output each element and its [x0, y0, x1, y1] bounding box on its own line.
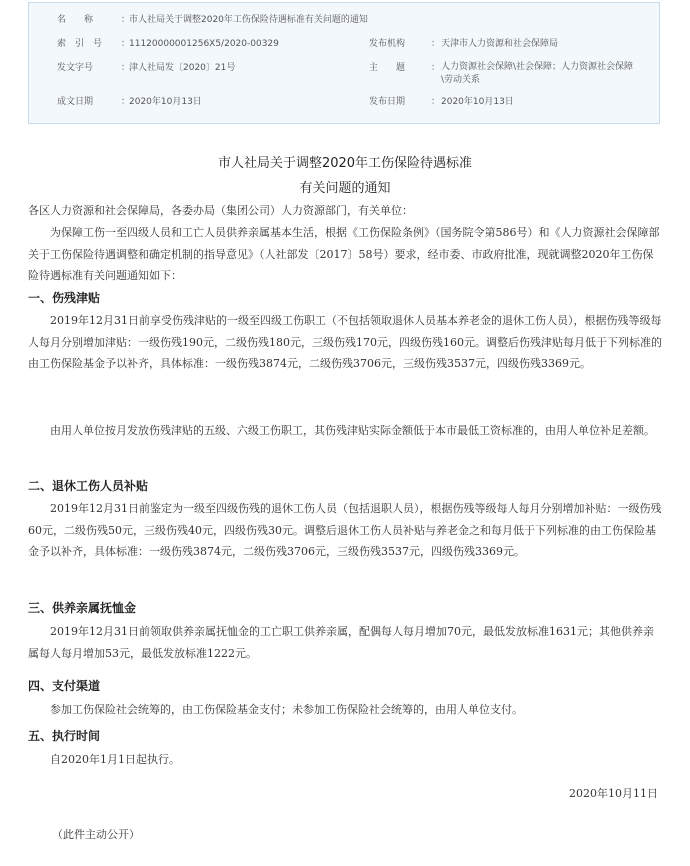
section-5-paragraph-1: 自2020年1月1日起执行。 — [50, 753, 180, 766]
meta-row-index — [29, 35, 659, 53]
document-metadata-box — [28, 2, 660, 124]
meta-value-docnumber: 津人社局发〔2020〕21号 — [129, 63, 236, 73]
meta-colon: ： — [431, 63, 441, 73]
issue-date: 2020年10月11日 — [569, 787, 658, 800]
meta-value-index: 11120000001256X5/2020-00329 — [129, 39, 279, 49]
meta-label: 发布日期 — [369, 97, 406, 107]
section-heading-5: 五、执行时间 — [28, 729, 101, 743]
meta-label: 索 引 号 — [57, 39, 103, 49]
meta-value-publisher: 天津市人力资源和社会保障局 — [441, 39, 559, 49]
document-title-line2: 有关问题的通知 — [299, 181, 391, 196]
meta-colon: ： — [121, 15, 131, 25]
section-heading-2: 二、退休工伤人员补贴 — [28, 479, 149, 493]
meta-colon: ： — [121, 63, 131, 73]
meta-label: 发布机构 — [369, 39, 406, 49]
document-title-line1: 市人社局关于调整2020年工伤保险待遇标准 — [217, 156, 473, 171]
meta-colon: ： — [121, 39, 131, 49]
meta-label: 发文字号 — [57, 63, 94, 73]
section-1-paragraph-1: 2019年12月31日前享受伤残津贴的一级至四级工伤职工（不包括领取退休人员基本养老金的退休工伤人员），根据伤残等级每人每月分别增加津贴：一级伤残190元，二级伤残180元，三级伤残170元，四级伤残160元。调整后伤残津贴每月低于下列标准的由工伤保险基金予以补齐，具体标准：一级伤残3874元，二级伤残3706元，三级伤残3537元，四级伤残3369元。 — [28, 314, 662, 370]
section-2-paragraph-1: 2019年12月31日前鉴定为一级至四级伤残的退休工伤人员（包括退职人员），根据伤残等级每人每月分别增加补贴：一级伤残60元，二级伤残50元，三级伤残40元，四级伤残30元。调整后退休工伤人员补贴与养老金之和每月低于下列标准的由工伤保险基金予以补齐，具体标准：一级伤残3874元，二级伤残3706元，三级伤残3537元，四级伤残3369元。 — [28, 502, 662, 558]
meta-value-title: 市人社局关于调整2020年工伤保险待遇标准有关问题的通知 — [129, 15, 368, 25]
meta-value-written-date: 2020年10月13日 — [129, 97, 202, 107]
public-release-note: （此件主动公开） — [52, 828, 140, 841]
section-heading-1: 一、伤残津贴 — [28, 291, 101, 305]
meta-colon: ： — [431, 97, 441, 107]
section-4-paragraph-1: 参加工伤保险社会统筹的，由工伤保险基金支付；未参加工伤保险社会统筹的，由用人单位支付。 — [50, 703, 523, 716]
meta-label: 主 题 — [369, 63, 406, 73]
meta-label: 成文日期 — [57, 97, 94, 107]
meta-row-docnumber — [29, 59, 659, 85]
meta-label: 名 称 — [57, 15, 94, 25]
meta-colon: ： — [121, 97, 131, 107]
meta-row-name — [29, 11, 659, 29]
section-1-paragraph-2: 由用人单位按月发放伤残津贴的五级、六级工伤职工，其伤残津贴实际金额低于本市最低工资标准的，由用人单位补足差额。 — [50, 424, 655, 437]
meta-row-dates — [29, 93, 659, 111]
section-heading-3: 三、供养亲属抚恤金 — [28, 601, 137, 615]
meta-value-publish-date: 2020年10月13日 — [441, 97, 514, 107]
meta-colon: ： — [431, 39, 441, 49]
addressee: 各区人力资源和社会保障局，各委办局（集团公司）人力资源部门，有关单位： — [28, 204, 413, 217]
meta-value-topic: 人力资源社会保障\社会保障；人力资源社会保障\劳动关系 — [441, 62, 634, 85]
section-3-paragraph-1: 2019年12月31日前领取供养亲属抚恤金的工亡职工供养亲属，配偶每人每月增加70元，最低发放标准1631元；其他供养亲属每人每月增加53元，最低发放标准1222元。 — [28, 625, 654, 660]
section-heading-4: 四、支付渠道 — [28, 679, 101, 693]
intro-paragraph: 为保障工伤一至四级人员和工亡人员供养亲属基本生活，根据《工伤保险条例》（国务院令第586号）和《人力资源社会保障部关于工伤保险待遇调整和确定机制的指导意见》（人社部发〔2017〕58号）要求，经市委、市政府批准，现就调整2020年工伤保险待遇标准有关问题通知如下： — [28, 226, 660, 282]
